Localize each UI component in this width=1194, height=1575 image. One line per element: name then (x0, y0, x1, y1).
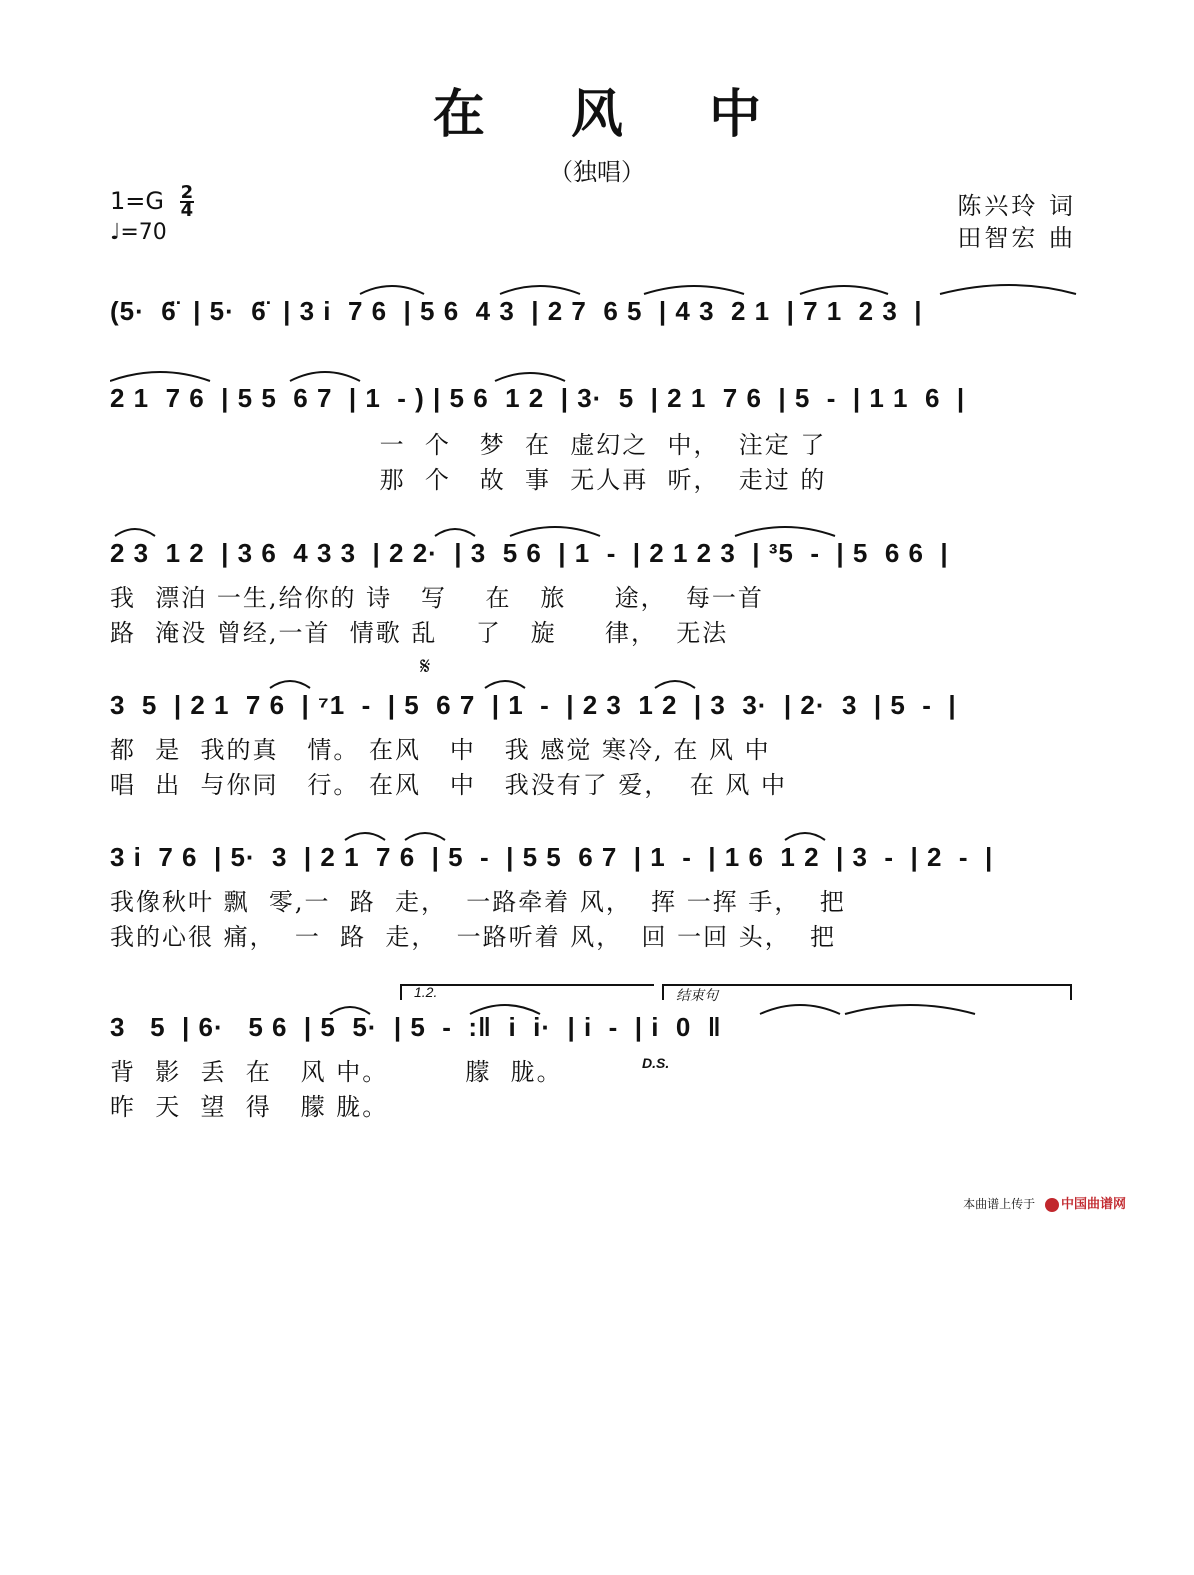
dal-segno-marking: D.S. (642, 1055, 670, 1071)
segno-sign: 𝄋 (420, 652, 431, 680)
lyricist-credit: 陈兴玲 词 (957, 192, 1076, 220)
song-title: 在 风 中 (432, 84, 796, 145)
key-signature (110, 182, 194, 221)
notation-line: 3 5 | 2 1 7 6 | ⁷1 - | 5 6 7 | 1 - | 2 3 1 2 | 3 3· | 2· 3 | 5 - | (110, 690, 957, 720)
composer-credit: 田智宏 曲 (957, 224, 1076, 252)
first-ending-label: 1.2. (414, 984, 438, 1000)
key-text: 1=G (110, 187, 164, 215)
notation-line: 3 i 7 6 | 5· 3 | 2 1 7 6 | 5 - | 5 5 6 7 | 1 - | 1 6 1 2 | 3 - | 2 - | (110, 842, 994, 872)
score-system-1 (110, 296, 1080, 346)
lyric-verse-1: 我像秋叶 飘 零,一 路 走， 一路牵着 风， 挥 一挥 手， 把 (110, 888, 846, 916)
lyric-verse-2: 我的心很 痛， 一 路 走， 一路听着 风， 回 一回 头， 把 (110, 923, 837, 951)
coda-ending-bracket (662, 984, 1072, 986)
site-logo-icon (1045, 1198, 1059, 1212)
time-top: 2 (180, 182, 194, 203)
notation-line: 2 1 7 6 | 5 5 6 7 | 1 - ) | 5 6 1 2 | 3· 5 | 2 1 7 6 | 5 - | 1 1 6 | (110, 383, 966, 413)
lyric-verse-2: 路 淹没 曾经,一首 情歌 乱 了 旋 律， 无法 (110, 619, 729, 647)
lyric-verse-2: 昨 天 望 得 朦 胧。 (110, 1093, 389, 1121)
slur-marks (110, 672, 1080, 692)
slur-marks (110, 520, 1080, 540)
lyric-verse-2: 那 个 故 事 无人再 听， 走过 的 (110, 466, 827, 494)
slur-marks (110, 824, 1080, 844)
lyric-verse-1: 背 影 丢 在 风 中。 朦 胧。 (110, 1058, 563, 1086)
tempo-marking: ♩=70 (110, 220, 167, 245)
site-logo[interactable] (1045, 1193, 1126, 1212)
site-logo-text: 中国曲谱网 (1060, 1197, 1126, 1212)
upload-credit (963, 1193, 1126, 1212)
lyric-verse-2: 唱 出 与你同 行。 在风 中 我没有了 爱， 在 风 中 (110, 771, 787, 799)
lyric-verse-1: 我 漂泊 一生,给你的 诗 写 在 旅 途， 每一首 (110, 584, 764, 612)
first-ending-bracket (400, 984, 654, 986)
performance-type: （独唱） (549, 158, 645, 186)
coda-ending-label: 结束句 (676, 987, 718, 1003)
upload-credit-text: 本曲谱上传于 (963, 1197, 1036, 1211)
time-signature (180, 182, 195, 221)
slur-marks (110, 278, 1080, 298)
notation-line: 2 3 1 2 | 3 6 4 3 3 | 2 2· | 3 5 6 | 1 - | 2 1 2 3 | ³5 - | 5 6 6 | (110, 538, 949, 568)
notation-line: (5· 6̈ | 5· 6̈ | 3 i 7 6 | 5 6 4 3 | 2 7 6 5 | 4 3 2 1 | 7 1 2 3 | (110, 296, 923, 326)
lyric-verse-1: 一 个 梦 在 虚幻之 中， 注定 了 (110, 431, 827, 459)
time-bottom: 4 (180, 200, 194, 221)
notation-line: 3 5 | 6· 5 6 | 5 5· | 5 - :‖ i i· | i - | i 0 ‖ (110, 1012, 722, 1042)
slur-marks (110, 365, 1080, 385)
lyric-verse-1: 都 是 我的真 情。 在风 中 我 感觉 寒冷, 在 风 中 (110, 736, 771, 764)
